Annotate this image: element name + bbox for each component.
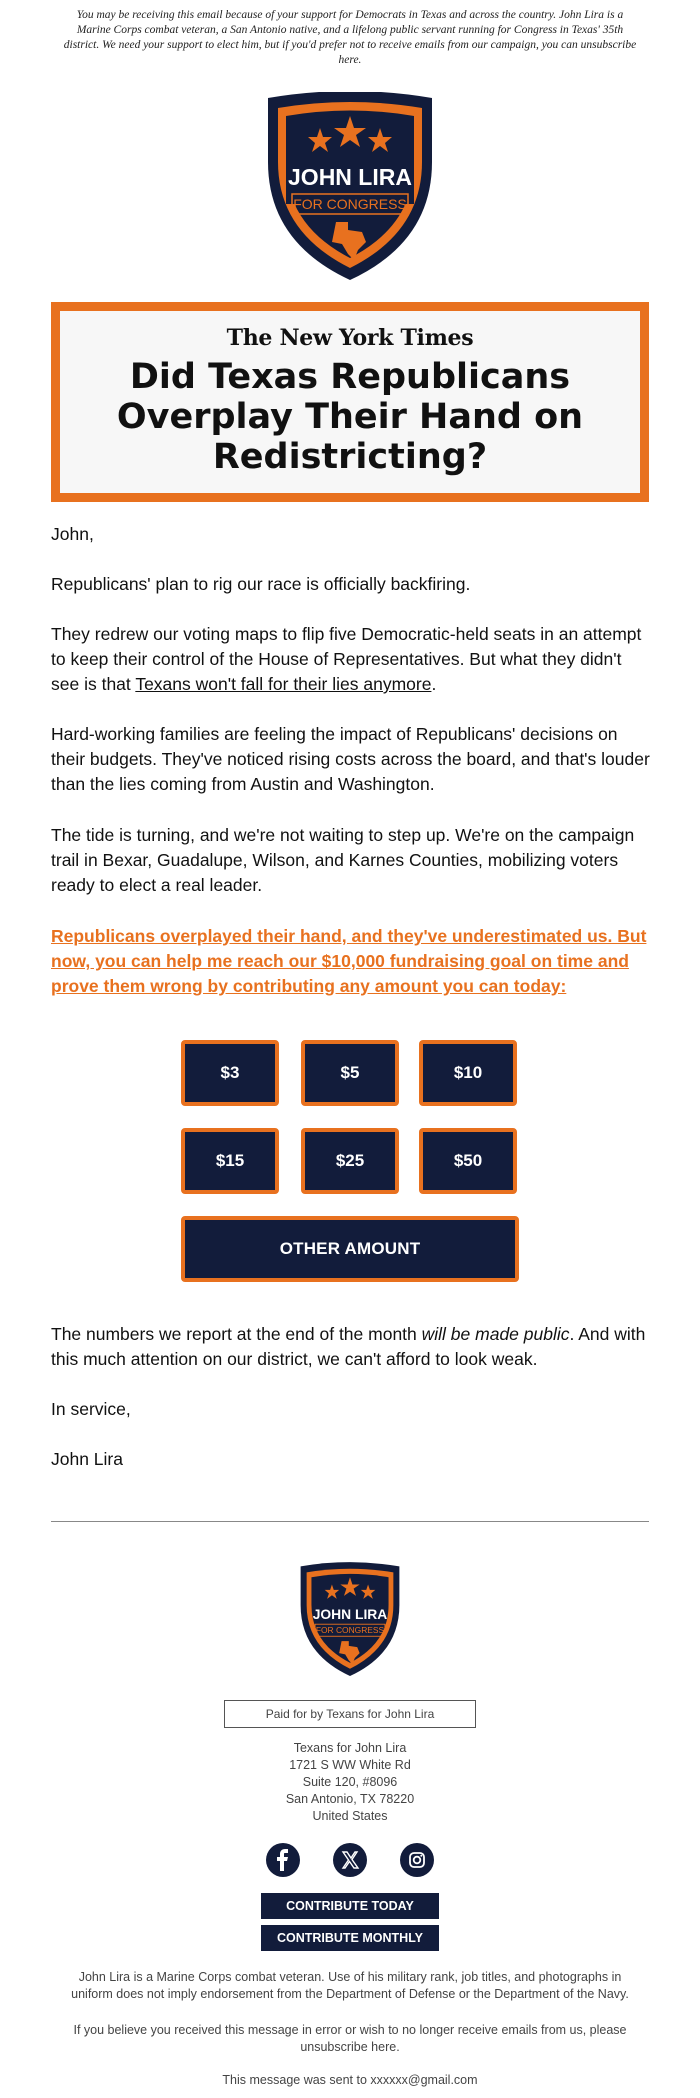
military-disclaimer: John Lira is a Marine Corps combat veteran. Use of his military rank, job titles, and photographs in uniform does not imply endorsement from the Department of Defense or the Department of the Navy. [71, 1970, 629, 2001]
paragraph-5: The numbers we report at the end of the month will be made public. And with this much attention on our district, we can't afford to look weak. [51, 1324, 646, 1369]
campaign-logo [262, 92, 438, 282]
sent-to-note: This message was sent to xxxxxx@gmail.com [222, 2073, 478, 2087]
disclaimer-text[interactable]: You may be receiving this email because of your support for Democrats in Texas and across the country. John Lira is a Marine Corps combat veteran, a San Antonio native, and a lifelong public servant running for Congress in Texas' 35th district. We need your support to elect him, but if you'd prefer not to receive emails from our campaign, you can unsubscribe here. [63, 9, 637, 66]
paragraph-3: Hard-working families are feeling the impact of Republicans' decisions on their budgets. They've noticed rising costs across the board, and that's louder than the lies coming from Austin and Washington. [51, 724, 650, 794]
signature: John Lira [51, 1449, 123, 1469]
mailing-address: Texans for John Lira 1721 S WW White Rd Suite 120, #8096 San Antonio, TX 78220 United States [285, 1741, 415, 1823]
instagram-icon[interactable] [400, 1843, 434, 1877]
divider [51, 1521, 649, 1522]
greeting: John, [51, 524, 94, 544]
logo-name: JOHN LIRA [288, 164, 412, 190]
footer-logo-subtitle: FOR CONGRESS [315, 1625, 385, 1636]
donate-3-button[interactable]: $3 [181, 1040, 279, 1106]
lies-link[interactable]: Texans won't fall for their lies anymore [135, 674, 432, 694]
footer-logo-name: JOHN LIRA [312, 1605, 388, 1622]
donate-5-button[interactable]: $5 [301, 1040, 399, 1106]
contribute-today-button[interactable]: CONTRIBUTE TODAY [261, 1893, 439, 1919]
unsubscribe-note[interactable]: If you believe you received this message in error or wish to no longer receive emails from us, please unsubscribe here. [73, 2023, 627, 2054]
donate-15-button[interactable]: $15 [181, 1128, 279, 1194]
paid-for-box: Paid for by Texans for John Lira [224, 1700, 476, 1728]
logo-subtitle: FOR CONGRESS [293, 196, 407, 212]
headline-banner[interactable] [51, 302, 649, 502]
x-icon[interactable] [333, 1843, 367, 1877]
donate-cta-link[interactable]: Republicans overplayed their hand, and they've underestimated us. But now, you can help me reach our $10,000 fundraising goal on time and prove them wrong by contributing any amount you can today: [51, 926, 647, 996]
other-amount-button[interactable]: OTHER AMOUNT [181, 1216, 519, 1282]
headline-title: Did Texas Republicans Overplay Their Hand on Redistricting? [116, 357, 584, 477]
paragraph-4: The tide is turning, and we're not waiting to step up. We're on the campaign trail in Bexar, Guadalupe, Wilson, and Karnes Counties, mobilizing voters ready to elect a real leader. [51, 825, 635, 895]
paragraph-1: Republicans' plan to rig our race is officially backfiring. [51, 574, 471, 594]
nyt-masthead: The New York Times [226, 325, 474, 351]
donate-50-button[interactable]: $50 [419, 1128, 517, 1194]
contribute-monthly-button[interactable]: CONTRIBUTE MONTHLY [261, 1925, 439, 1951]
facebook-icon[interactable] [266, 1843, 300, 1877]
donate-25-button[interactable]: $25 [301, 1128, 399, 1194]
paragraph-2: They redrew our voting maps to flip five Democratic-held seats in an attempt to keep their control of the House of Representatives. But what they didn't see is that Texans won't fall for their lies anymore. [51, 624, 642, 694]
donate-10-button[interactable]: $10 [419, 1040, 517, 1106]
footer-logo [297, 1560, 403, 1680]
closing: In service, [51, 1399, 131, 1419]
